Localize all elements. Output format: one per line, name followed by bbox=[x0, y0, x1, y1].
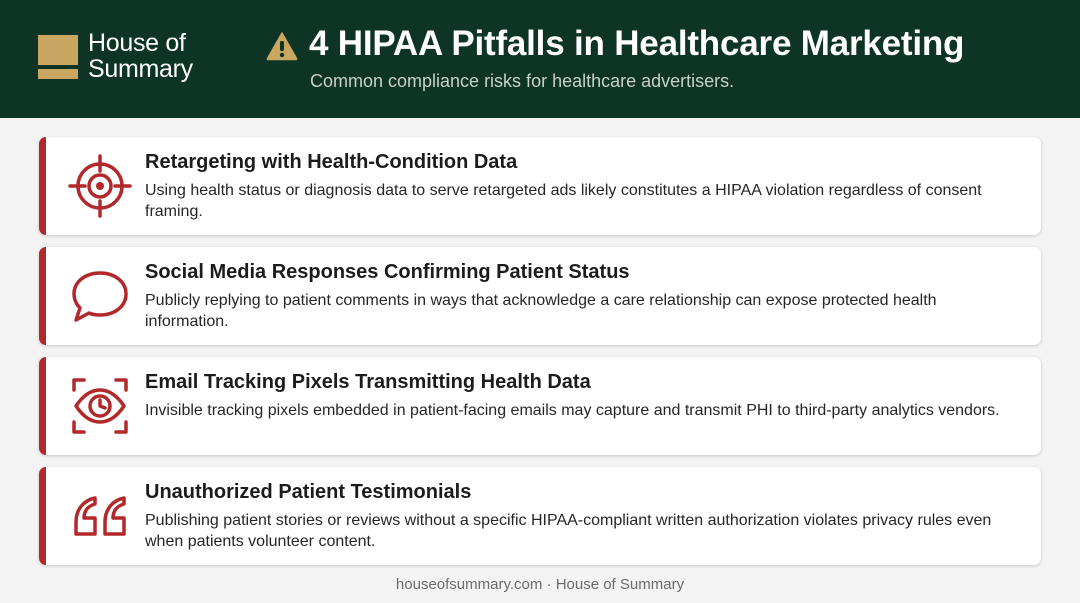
target-icon bbox=[68, 154, 132, 218]
warning-icon bbox=[266, 31, 298, 61]
eye-scan-icon bbox=[68, 374, 132, 438]
page-subtitle: Common compliance risks for healthcare advertisers. bbox=[310, 71, 735, 91]
pitfall-title: Social Media Responses Confirming Patient Status bbox=[145, 261, 630, 283]
pitfall-card-email-pixels bbox=[39, 357, 1041, 455]
pitfall-description: Invisible tracking pixels embedded in patient-facing emails may capture and transmit PHI to third-party analytics vendors. bbox=[145, 402, 1000, 419]
quote-icon bbox=[68, 484, 132, 548]
logo-mark-icon bbox=[38, 35, 78, 81]
pitfall-title: Email Tracking Pixels Transmitting Health Data bbox=[145, 371, 591, 393]
pitfall-card-testimonials bbox=[39, 467, 1041, 565]
pitfall-description: Publicly replying to patient comments in ways that acknowledge a care relationship can expose protected health information. bbox=[145, 292, 937, 330]
brand-name bbox=[88, 30, 238, 82]
footer-credit: houseofsummary.com · House of Summary bbox=[395, 576, 685, 593]
brand-name-line1: House of bbox=[88, 29, 186, 57]
brand-name-line2: Summary bbox=[88, 55, 193, 83]
speech-bubble-icon bbox=[68, 264, 132, 328]
header-banner bbox=[0, 0, 1080, 118]
pitfall-title: Retargeting with Health-Condition Data bbox=[145, 151, 518, 173]
pitfall-card-social-media bbox=[39, 247, 1041, 345]
pitfall-card-retargeting bbox=[39, 137, 1041, 235]
pitfall-description: Using health status or diagnosis data to serve retargeted ads likely constitutes a HIPAA violation regardless of consent framing. bbox=[145, 182, 982, 220]
pitfall-description: Publishing patient stories or reviews without a specific HIPAA-compliant written authorization violates privacy rules even when patients volunteer content. bbox=[145, 512, 992, 550]
pitfall-title: Unauthorized Patient Testimonials bbox=[145, 481, 472, 503]
page-title: 4 HIPAA Pitfalls in Healthcare Marketing bbox=[309, 24, 965, 63]
